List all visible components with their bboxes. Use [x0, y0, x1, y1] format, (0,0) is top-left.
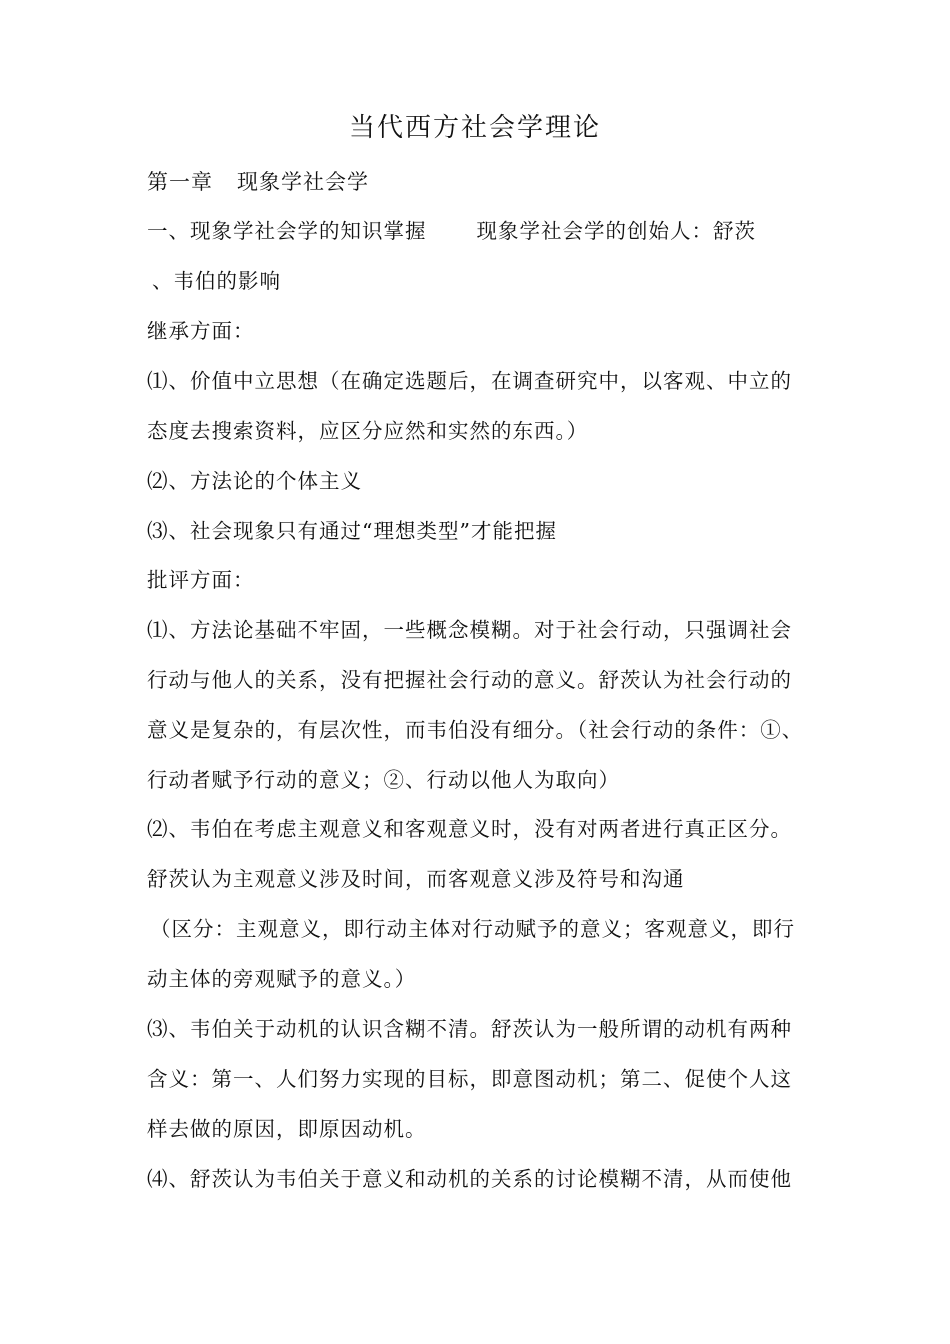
founder-text: 现象学社会学的创始人：舒茨: [476, 219, 756, 243]
paragraph-line: ⑵、韦伯在考虑主观意义和客观意义时，没有对两者进行真正区分。: [147, 817, 792, 841]
section-heading: 一、现象学社会学的知识掌握: [147, 219, 427, 243]
document-title: 当代西方社会学理论: [348, 113, 601, 143]
paragraph-line: 行动者赋予行动的意义；②、行动以他人为取向）: [147, 768, 620, 792]
paragraph-line: 动主体的旁观赋予的意义。）: [147, 967, 417, 991]
paragraph-line: 含义：第一、人们努力实现的目标，即意图动机；第二、促使个人这: [147, 1067, 792, 1091]
paragraph-line: ⑵、方法论的个体主义: [147, 469, 362, 493]
chapter-label: 第一章: [147, 170, 213, 194]
paragraph-line: 样去做的原因，即原因动机。: [147, 1117, 427, 1141]
paragraph-line: 舒茨认为主观意义涉及时间，而客观意义涉及符号和沟通: [147, 867, 685, 891]
paragraph-line: ⑶、韦伯关于动机的认识含糊不清。舒茨认为一般所谓的动机有两种: [147, 1017, 792, 1041]
paragraph-line: ⑷、舒茨认为韦伯关于意义和动机的关系的讨论模糊不清，从而使他: [147, 1167, 792, 1191]
paragraph-line: ⑴、方法论基础不牢固，一些概念模糊。对于社会行动，只强调社会: [147, 618, 792, 642]
chapter-heading: [147, 167, 369, 197]
paragraph-line: 态度去搜索资料，应区分应然和实然的东西。）: [147, 419, 589, 443]
paragraph-line: 行动与他人的关系，没有把握社会行动的意义。舒茨认为社会行动的: [147, 668, 792, 692]
paragraph-line: ⑴、价值中立思想（在确定选题后，在调查研究中，以客观、中立的: [147, 369, 792, 393]
paragraph-line: 继承方面：: [147, 319, 255, 343]
chapter-name: 现象学社会学: [237, 170, 369, 194]
paragraph-line: （区分：主观意义，即行动主体对行动赋予的意义；客观意义，即行: [150, 917, 795, 941]
paragraph-line: ⑶、社会现象只有通过“理想类型”才能把握: [147, 519, 557, 543]
paragraph-line: 批评方面：: [147, 568, 255, 592]
paragraph-line: 、韦伯的影响: [152, 269, 281, 293]
section-heading-line: [147, 216, 756, 246]
paragraph-line: 意义是复杂的，有层次性，而韦伯没有细分。（社会行动的条件：①、: [147, 718, 804, 742]
